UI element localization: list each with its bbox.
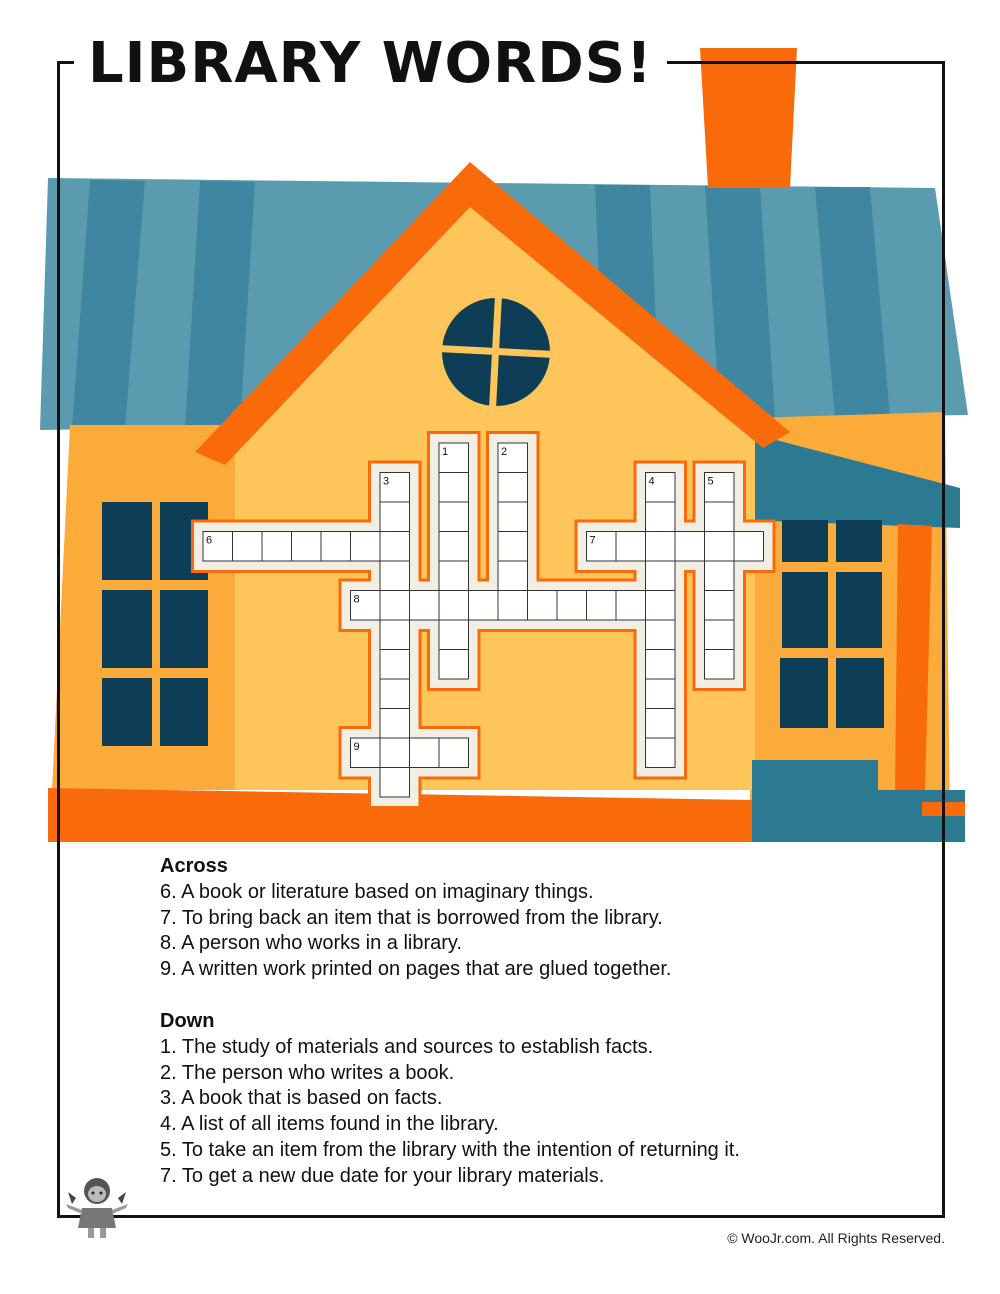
crossword-cell-number: 2 <box>501 446 508 458</box>
clue-across-6: 6. A book or literature based on imaginary things. <box>160 880 594 903</box>
clue-across-8: 8. A person who works in a library. <box>160 932 462 955</box>
crossword-cell-number: 7 <box>589 534 596 547</box>
down-clue-list <box>160 1035 920 1190</box>
down-heading: Down <box>160 1009 215 1032</box>
crossword-cell-number: 6 <box>206 534 213 547</box>
girl-mascot-icon <box>62 1174 132 1240</box>
clue-down-7: 7. To get a new due date for your library materials. <box>160 1164 605 1187</box>
crossword-cell-number: 9 <box>353 741 360 753</box>
clue-across-9: 9. A written work printed on pages that are glued together. <box>160 958 672 981</box>
clue-down-4: 4. A list of all items found in the library. <box>160 1113 499 1136</box>
across-clue-list <box>160 880 920 983</box>
crossword-cell-number: 3 <box>383 475 390 488</box>
page-title: LIBRARY WORDS! <box>74 22 667 106</box>
clue-down-3: 3. A book that is based on facts. <box>160 1087 443 1110</box>
clue-down-5: 5. To take an item from the library with the intention of returning it. <box>160 1138 740 1161</box>
crossword-cell-number: 8 <box>353 593 360 606</box>
clue-down-2: 2. The person who writes a book. <box>160 1061 455 1084</box>
crossword-cell-number: 5 <box>707 475 714 488</box>
copyright-text: © WooJr.com. All Rights Reserved. <box>727 1230 945 1246</box>
clues-section <box>160 854 920 1190</box>
clue-across-7: 7. To bring back an item that is borrowed from the library. <box>160 906 663 929</box>
clue-down-1: 1. The study of materials and sources to establish facts. <box>160 1035 654 1058</box>
clue-spacer <box>160 983 920 1009</box>
crossword-cell-number: 1 <box>442 446 449 458</box>
crossword-cell-number: 4 <box>648 475 655 488</box>
across-heading: Across <box>160 855 228 877</box>
